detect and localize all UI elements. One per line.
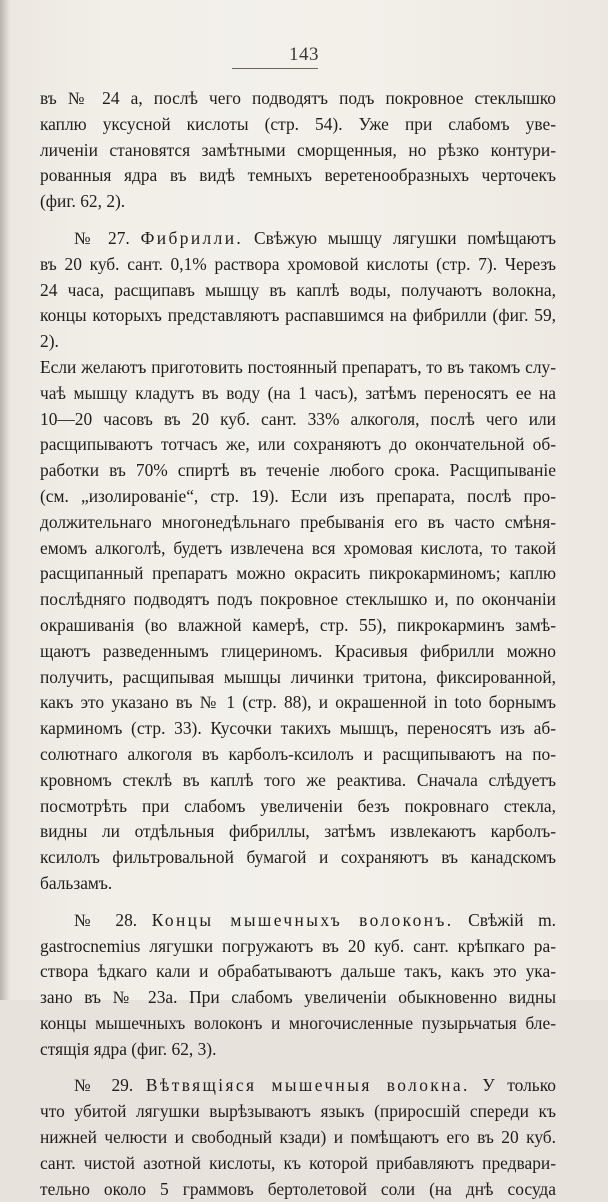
text-line: нижней челюсти и свободный кзади) и помѣщаютъ его въ 20 куб. [40,1127,556,1148]
text-line: ксилолъ фильтровальной бумагой и сохраняютъ въ канадскомъ [40,847,556,868]
page-number: 143 [289,44,319,65]
text-line: 10—20 часовъ въ 20 куб. сант. 33% алкоголя, послѣ чего или [40,408,556,429]
text-line: створа ѣдкаго кали и обрабатываютъ дальше такъ, какъ это ука- [40,961,556,982]
section-title: Концы мышечныхъ волоконъ. [151,909,454,930]
text-line: кровномъ стеклѣ въ каплѣ того же реактива. Сначала слѣдуетъ [40,769,556,790]
text-line: въ 20 куб. сант. 0,1% раствора хромовой кислоты (стр. 7). Черезъ [40,253,556,274]
text-line: 24 часа, расщипавъ мышцу въ каплѣ воды, получаютъ волокна, [40,279,556,300]
section-27 [40,226,556,897]
text-line: (фиг. 62, 2). [40,191,126,212]
text-line: тельно около 5 граммовъ бертолетовой соли (на днѣ сосуда [40,1178,556,1199]
text-line: солютнаго алкоголя въ карболъ-ксилолъ и расщипываютъ на по- [40,743,556,764]
text-line-tail: Свѣжую мышцу лягушки помѣщаютъ [243,227,556,248]
text-line: стящія ядра (фиг. 62, 3). [40,1038,217,1059]
text-line-tail: Свѣжій m. [453,909,556,930]
header-rule [232,68,318,69]
text-line: Если желаютъ приготовить постоянный препаратъ, то въ такомъ слу- [40,356,556,377]
section-28 [40,908,556,1063]
text-line: концы мышечныхъ волоконъ и многочисленные пузырьчатыя бле- [40,1012,556,1033]
text-line: каплю уксусной кислоты (стр. 54). Уже при слабомъ уве- [40,113,556,134]
text-line [40,908,556,934]
section-number: № 29. [74,1075,134,1096]
text-line: рованныя ядра въ видѣ темныхъ веретенообразныхъ черточекъ [40,165,556,186]
text-line: gastrocnemius лягушки погружаютъ въ 20 куб. сант. крѣпкаго ра- [40,935,556,956]
text-line: карминомъ (стр. 33). Кусочки такихъ мышцъ, переносятъ изъ аб- [40,718,556,739]
text-line: послѣдняго подводятъ подъ покровное стеклышко и, по окончаніи [40,589,556,610]
text-line: расщипанный препаратъ можно окрасить пикрокарминомъ; каплю [40,563,556,584]
text-line: расщипываютъ тотчасъ же, или сохраняютъ до окончательной об- [40,434,556,455]
section-29 [40,1073,556,1202]
text-line: емомъ алкоголѣ, будетъ извлечена вся хромовая кислота, то такой [40,537,556,558]
text-line: окрашиванія (во влажной камерѣ, стр. 55), пикрокарминъ замѣ- [40,614,556,635]
text-line: должительнаго многонедѣльнаго пребыванія его въ часто смѣня- [40,511,556,532]
text-line: сант. чистой азотной кислоты, къ которой прибавляютъ предвари- [40,1152,556,1173]
section-number: № 27. [74,227,130,248]
text-line: работки въ 70% спиртѣ въ теченіе любого срока. Расщипываніе [40,460,556,481]
text-line: видны ли отдѣльныя фибриллы, затѣмъ извлекаютъ карболъ- [40,821,556,842]
text-line: получить, расщипывая мышцы личинки тритона, фиксированной, [40,666,556,687]
text-line: бальзамъ. [40,872,113,893]
section-title: Вѣтвящіяся мышечныя волокна. [145,1075,470,1096]
text-line: въ № 24 а, послѣ чего подводятъ подъ покровное стеклышко [40,88,556,108]
text-line: концы которыхъ представляютъ распавшимся на фибрилли (фиг. 59, 2). [40,305,556,352]
section-number: № 28. [74,909,138,930]
section-title: Фибрилли. [140,227,244,248]
text-line: зано въ № 23а. При слабомъ увеличеніи обыкновенно видны [40,987,556,1008]
spine-shadow [0,0,10,1000]
text-line-tail: У только [469,1075,556,1096]
text-line [40,226,556,252]
body-text [40,86,556,1202]
text-line: какъ это указано въ № 1 (стр. 88), и окрашенной in toto борнымъ [40,692,556,713]
paragraph-continuation [40,86,556,215]
text-line: щаютъ разведеннымъ глицериномъ. Красивыя фибрилли можно [40,640,556,661]
text-line: чаѣ мышцу кладутъ въ воду (на 1 часъ), затѣмъ переносятъ ее на [40,382,556,403]
text-line: (см. „изолированіе“, стр. 19). Если изъ препарата, послѣ про- [40,485,556,506]
text-line: что убитой лягушки вырѣзываютъ языкъ (приросшій спереди къ [40,1101,556,1122]
text-line: посмотрѣть при слабомъ увеличеніи безъ покровнаго стекла, [40,795,556,816]
text-line [40,1073,556,1099]
text-line: личеніи становятся замѣтными сморщенныя, но рѣзко контури- [40,139,556,160]
